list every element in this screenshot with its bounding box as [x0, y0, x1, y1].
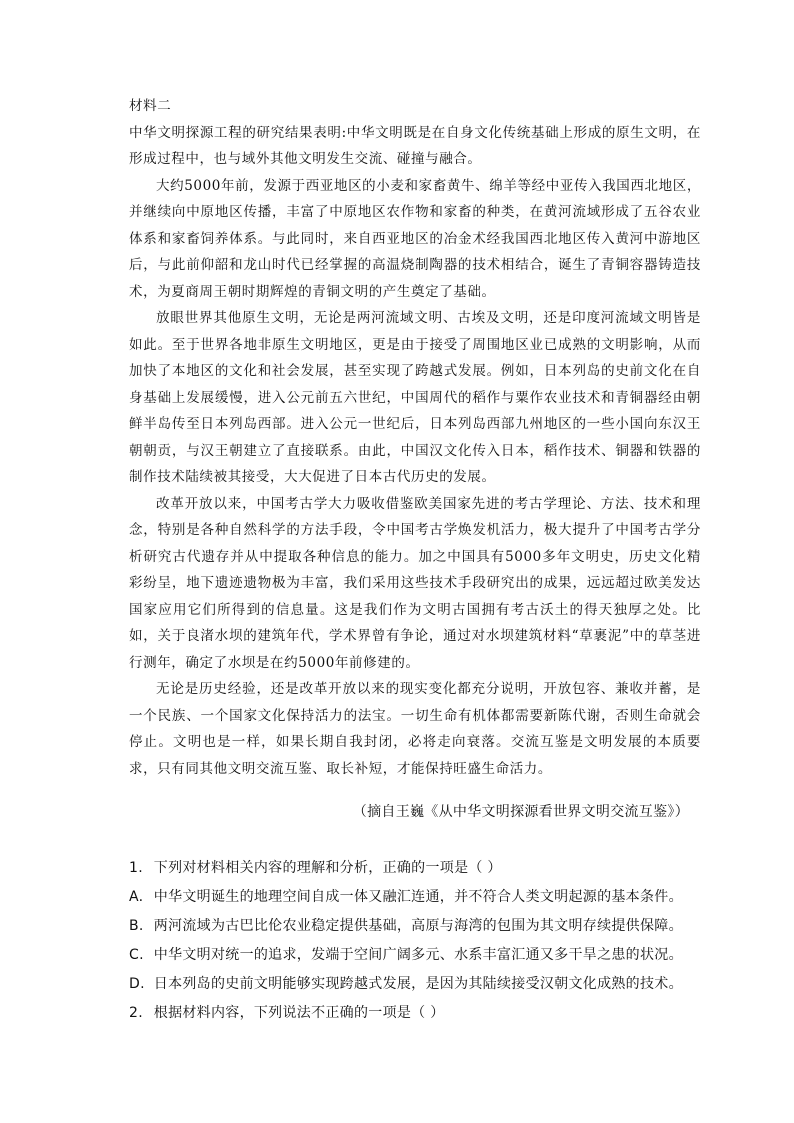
question-1-option-d	[129, 970, 709, 999]
question-1-option-c	[129, 941, 709, 970]
material-paragraph-1: 中华文明探源工程的研究结果表明:中华文明既是在自身文化传统基础上形成的原生文明，在形成过程中，也与域外其他文明发生交流、碰撞与融合。	[129, 124, 701, 167]
option-text: 中华文明对统一的追求，发端于空间广阔多元、水系丰富汇通又多干旱之患的状况。	[153, 947, 683, 963]
question-stem: 根据材料内容，下列说法不正确的一项是（ ）	[153, 1005, 445, 1021]
question-1-option-a	[129, 883, 709, 912]
option-letter: A.	[129, 889, 144, 905]
material-paragraph-3: 放眼世界其他原生文明，无论是两河流域文明、古埃及文明，还是印度河流域文明皆是如此。至于世界各地非原生文明地区，更是由于接受了周围地区业已成熟的文明影响，从而加快了本地区的文化和社会发展，甚至实现了跨越式发展。例如，日本列岛的史前文化在自身基础上发展缓慢，进入公元前五六世纪，中国周代的稻作与粟作农业技术和青铜器经由朝鲜半岛传至日本列岛西部。进入公元一世纪后，日本列岛西部九州地区的一些小国向东汉王朝朝贡，与汉王朝建立了直接联系。由此，中国汉文化传入日本，稻作技术、铜器和铁器的制作技术陆续被其接受，大大促进了日本古代历史的发展。	[129, 310, 701, 485]
question-number: 1.	[129, 860, 143, 876]
material-paragraph-5: 无论是历史经验，还是改革开放以来的现实变化都充分说明，开放包容、兼收并蓄，是一个民族、一个国家文化保持活力的法宝。一切生命有机体都需要新陈代谢，否则生命就会停止。文明也是一样，如果长期自我封闭，必将走向衰落。交流互鉴是文明发展的本质要求，只有同其他文明交流互鉴、取长补短，才能保持旺盛生命活力。	[129, 681, 701, 777]
option-letter: B.	[129, 918, 144, 934]
material-paragraph-2: 大约5000年前，发源于西亚地区的小麦和家畜黄牛、绵羊等经中亚传入我国西北地区，并继续向中原地区传播，丰富了中原地区农作物和家畜的种类，在黄河流域形成了五谷农业体系和家畜饲养体系。与此同时，来自西亚地区的冶金术经我国西北地区传入黄河中游地区后，与此前仰韶和龙山时代已经掌握的高温烧制陶器的技术相结合，诞生了青铜容器铸造技术，为夏商周王朝时期辉煌的青铜文明的产生奠定了基础。	[129, 177, 701, 300]
question-stem: 下列对材料相关内容的理解和分析，正确的一项是（ ）	[153, 860, 502, 876]
material-two-section	[129, 93, 701, 782]
option-letter: C.	[129, 947, 144, 963]
material-heading: 材料二	[129, 98, 172, 114]
question-number: 2.	[129, 1005, 143, 1021]
question-1-option-b	[129, 912, 709, 941]
option-text: 中华文明诞生的地理空间自成一体又融汇连通，并不符合人类文明起源的基本条件。	[153, 889, 683, 905]
questions-section	[129, 854, 709, 1028]
option-text: 两河流域为古巴比伦农业稳定提供基础，高原与海湾的包围为其文明存续提供保障。	[153, 918, 683, 934]
question-2	[129, 999, 709, 1028]
material-source-citation: （摘自王巍《从中华文明探源看世界文明交流互鉴》）	[352, 804, 689, 820]
question-1	[129, 854, 709, 883]
material-paragraph-4: 改革开放以来，中国考古学大力吸收借鉴欧美国家先进的考古学理论、方法、技术和理念，特别是各种自然科学的方法手段，令中国考古学焕发机活力，极大提升了中国考古学分析研究古代遗存并从中提取各种信息的能力。加之中国具有5000多年文明史，历史文化精彩纷呈，地下遗迹遗物极为丰富，我们采用这些技术手段研究出的成果，远远超过欧美发达国家应用它们所得到的信息量。这是我们作为文明古国拥有考古沃土的得天独厚之处。比如，关于良渚水坝的建筑年代，学术界曾有争论，通过对水坝建筑材料“草裹泥”中的草茎进行测年，确定了水坝是在约5000年前修建的。	[129, 495, 701, 671]
option-letter: D.	[129, 976, 145, 992]
option-text: 日本列岛的史前文明能够实现跨越式发展，是因为其陆续接受汉朝文化成熟的技术。	[153, 976, 683, 992]
